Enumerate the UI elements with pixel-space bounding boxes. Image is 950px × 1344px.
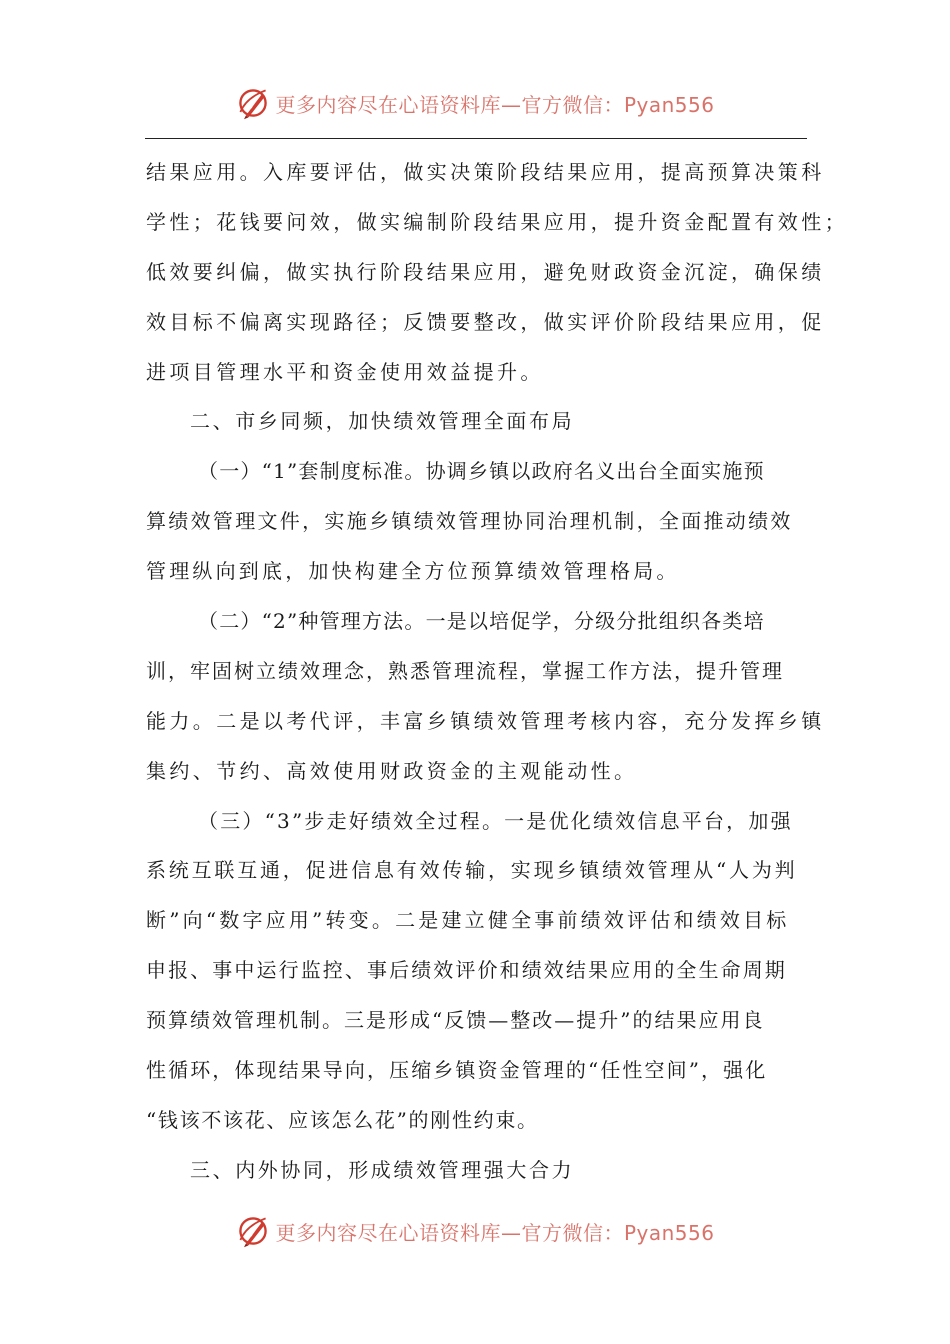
header-banner [0,83,950,123]
section-heading: 二、市乡同频，加快绩效管理全面布局 [190,409,575,434]
footer-banner [0,1211,950,1251]
section-heading: 三、内外协同，形成绩效管理强大合力 [190,1157,575,1182]
text-line: 学性；花钱要问效，做实编制阶段结果应用，提升资金配置有效性； [146,209,848,234]
text-line: 集约、节约、高效使用财政资金的主观能动性。 [146,758,638,783]
text-line: 结果应用。入库要评估，做实决策阶段结果应用，提高预算决策科 [146,160,825,184]
text-line: 申报、事中运行监控、事后绩效评价和绩效结果应用的全生命周期 [146,958,787,983]
text-line: 能力。二是以考代评，丰富乡镇绩效管理考核内容，充分发挥乡镇 [146,708,825,733]
header-divider [145,138,807,139]
document-body [146,148,848,1196]
footer-banner-text: 更多内容尽在心语资料库—官方微信：Pyan556 [275,1220,715,1245]
text-line: 低效要纠偏，做实执行阶段结果应用，避免财政资金沉淀，确保绩 [146,259,825,284]
text-line: 预算绩效管理机制。三是形成“反馈—整改—提升”的结果应用良 [146,1008,765,1033]
text-line: 效目标不偏离实现路径；反馈要整改，做实评价阶段结果应用，促 [146,309,825,334]
header-banner-text: 更多内容尽在心语资料库—官方微信：Pyan556 [275,92,715,117]
text-line: 进项目管理水平和资金使用效益提升。 [146,359,544,384]
text-line: 性循环，体现结果导向，压缩乡镇资金管理的“任性空间”，强化 [146,1058,768,1083]
text-line: （三）“3”步走好绩效全过程。一是优化绩效信息平台，加强 [198,808,793,833]
pen-logo-icon [235,1213,271,1249]
text-line: 训，牢固树立绩效理念，熟悉管理流程，掌握工作方法，提升管理 [146,658,784,683]
text-line: （二）“2”种管理方法。一是以培促学，分级分批组织各类培 [198,609,765,634]
text-line: 算绩效管理文件，实施乡镇绩效管理协同治理机制，全面推动绩效 [146,509,793,534]
text-line: 断”向“数字应用”转变。二是建立健全事前绩效评估和绩效目标 [146,908,790,933]
pen-logo-icon [235,85,271,121]
text-line: “钱该不该花、应该怎么花”的刚性约束。 [146,1107,539,1132]
text-line: 系统互联互通，促进信息有效传输，实现乡镇绩效管理从“人为判 [146,858,798,883]
text-line: （一）“1”套制度标准。协调乡镇以政府名义出台全面实施预 [198,459,765,484]
text-line: 管理纵向到底，加快构建全方位预算绩效管理格局。 [146,559,680,584]
